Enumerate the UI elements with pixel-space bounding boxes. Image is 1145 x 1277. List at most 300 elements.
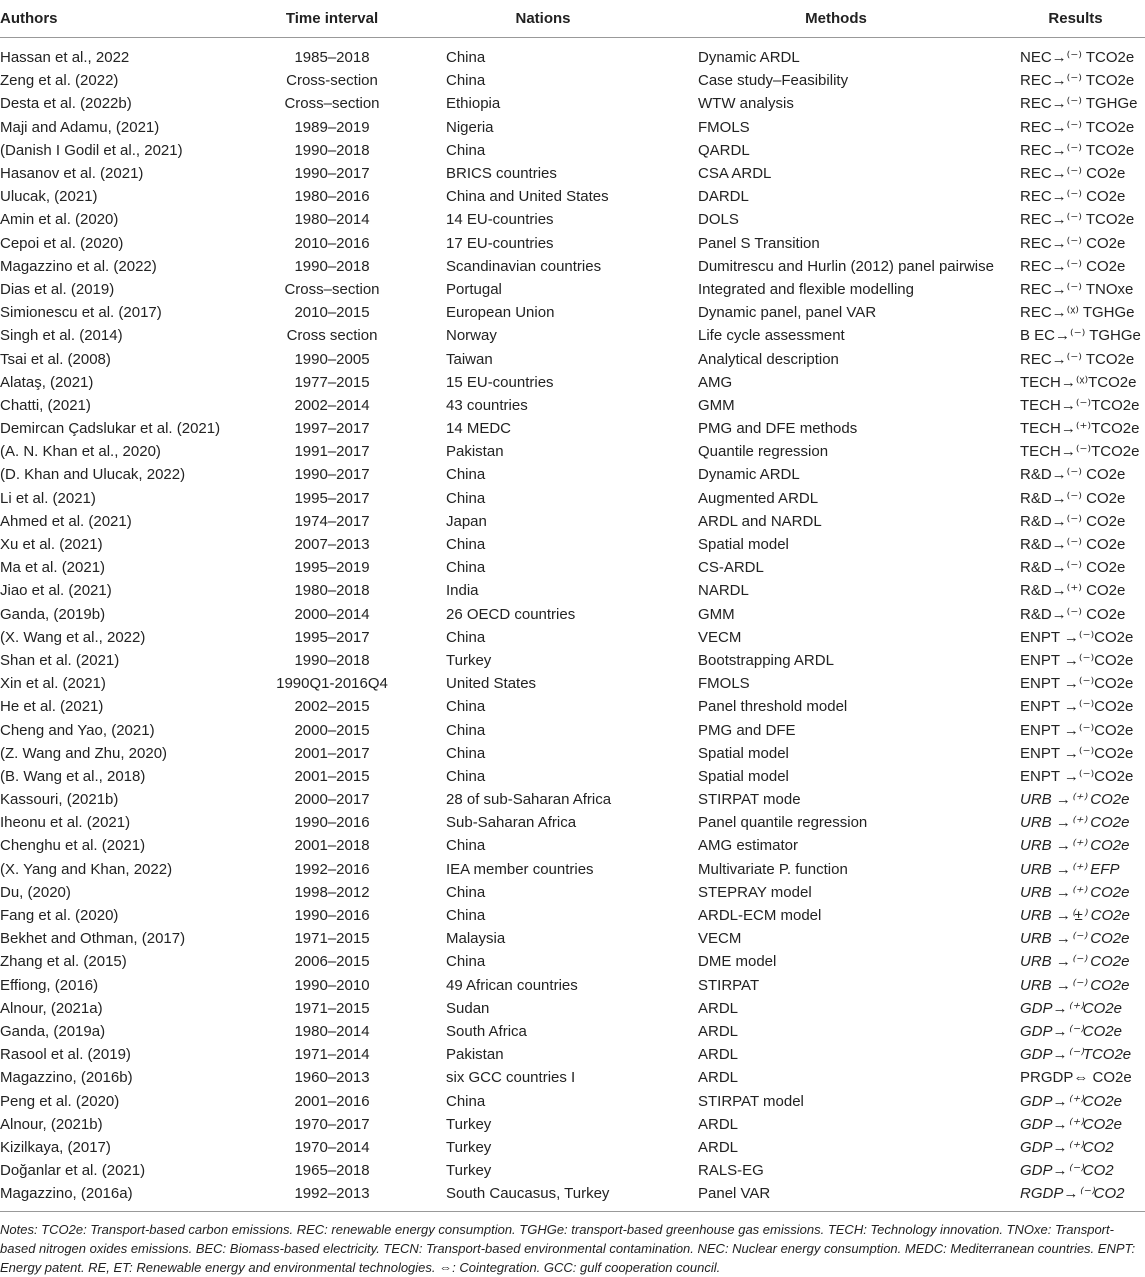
- cell-method: STEPRAY model: [698, 883, 812, 901]
- table-body: [0, 38, 1145, 1212]
- table-row: [0, 626, 1145, 649]
- cell-nation: Sub-Saharan Africa: [446, 814, 577, 832]
- table-row: [0, 92, 1145, 115]
- cell-time-interval: 2006–2015: [294, 953, 370, 971]
- table-row: [0, 371, 1145, 394]
- cell-nation: Turkey: [446, 651, 492, 669]
- cell-time-interval: 1971–2015: [294, 930, 370, 948]
- header-results: Results: [1006, 0, 1145, 38]
- cell-result: ENPT →⁽⁻⁾CO2e: [1020, 721, 1134, 739]
- cell-result: ENPT →⁽⁻⁾CO2e: [1020, 651, 1134, 669]
- cell-method: STIRPAT mode: [698, 791, 801, 809]
- table-row: [0, 278, 1145, 301]
- cell-method: ARDL: [698, 1022, 739, 1040]
- cell-nation: six GCC countries I: [446, 1069, 576, 1087]
- cell-nation: 14 EU-countries: [446, 211, 554, 229]
- cell-method: Augmented ARDL: [698, 489, 819, 507]
- cell-time-interval: 1980–2014: [294, 1022, 370, 1040]
- cell-time-interval: 2001–2015: [294, 767, 370, 785]
- cell-result: TECH→⁽⁻⁾TCO2e: [1020, 443, 1140, 461]
- cell-nation: China: [446, 837, 486, 855]
- cell-nation: Ethiopia: [446, 95, 501, 113]
- cell-author: (Z. Wang and Zhu, 2020): [0, 744, 168, 762]
- cell-result: REC→⁽⁻⁾ CO2e: [1020, 234, 1126, 252]
- cell-author: Amin et al. (2020): [0, 211, 119, 229]
- cell-time-interval: 1971–2015: [294, 999, 370, 1017]
- cell-nation: 28 of sub-Saharan Africa: [446, 791, 612, 809]
- cell-result: URB →⁽⁺⁾ CO2e: [1020, 883, 1130, 901]
- cell-author: Cepoi et al. (2020): [0, 234, 124, 252]
- cell-time-interval: 1974–2017: [294, 512, 370, 530]
- cell-author: Hassan et al., 2022: [0, 49, 130, 67]
- cell-result: ENPT →⁽⁻⁾CO2e: [1020, 675, 1134, 693]
- cell-author: Ganda, (2019b): [0, 605, 106, 623]
- cell-time-interval: 1990–2017: [294, 165, 370, 183]
- cell-time-interval: Cross section: [286, 327, 378, 345]
- table-row: [0, 765, 1145, 788]
- table-row: [0, 1043, 1145, 1066]
- cell-author: Kizilkaya, (2017): [0, 1138, 111, 1156]
- cell-result: REC→⁽⁻⁾ CO2e: [1020, 165, 1126, 183]
- table-row: [0, 950, 1145, 973]
- table-notes: Notes: TCO2e: Transport-based carbon emissions. REC: renewable energy consumption. TGHGe: transport-based greenhouse gas emissions. TECH: Technology innovation. TNOxe: Transport-based nitrogen oxides emissions. BEC: Biomass-based electricity. TECN: Transport-based environmental contamination. NEC: Nuclear energy consumption. MEDC: Mediterranean countries. ENPT: Energy patent. RE, ET: Renewable energy and environmental technologies. ⇔: Cointegration. GCC: gulf cooperation council.: [0, 1222, 1136, 1276]
- cell-method: GMM: [698, 605, 735, 623]
- cell-result: REC→⁽⁻⁾ TCO2e: [1020, 211, 1135, 229]
- table-row: [0, 997, 1145, 1020]
- cell-author: Magazzino, (2016b): [0, 1069, 133, 1087]
- cell-time-interval: 2010–2016: [294, 234, 370, 252]
- cell-result: R&D→⁽⁻⁾ CO2e: [1020, 489, 1126, 507]
- cell-author: Alnour, (2021b): [0, 1115, 103, 1133]
- cell-method: STIRPAT model: [698, 1092, 804, 1110]
- cell-time-interval: 1965–2018: [294, 1162, 370, 1180]
- cell-nation: China: [446, 767, 486, 785]
- table-row: [0, 603, 1145, 626]
- cell-nation: Malaysia: [446, 930, 506, 948]
- cell-result: ENPT →⁽⁻⁾CO2e: [1020, 628, 1134, 646]
- cell-nation: 43 countries: [446, 396, 528, 414]
- table-row: [0, 533, 1145, 556]
- table-row: [0, 255, 1145, 278]
- cell-time-interval: 1990–2018: [294, 141, 370, 159]
- cell-nation: 15 EU-countries: [446, 373, 554, 391]
- cell-method: ARDL: [698, 1046, 739, 1064]
- cell-result: REC→⁽⁻⁾ CO2e: [1020, 188, 1126, 206]
- cell-nation: China and United States: [446, 188, 609, 206]
- cell-author: (B. Wang et al., 2018): [0, 767, 146, 785]
- cell-author: Desta et al. (2022b): [0, 95, 132, 113]
- table-row: [0, 1182, 1145, 1212]
- cell-author: (Danish I Godil et al., 2021): [0, 141, 183, 159]
- cell-method: Quantile regression: [698, 443, 829, 461]
- table-row: [0, 974, 1145, 997]
- cell-result: REC→⁽ˣ⁾ TGHGe: [1020, 304, 1135, 322]
- cell-method: WTW analysis: [698, 95, 794, 113]
- table-row: [0, 788, 1145, 811]
- cell-nation: China: [446, 744, 486, 762]
- cell-author: Kassouri, (2021b): [0, 791, 119, 809]
- cell-nation: China: [446, 559, 486, 577]
- cell-author: (X. Yang and Khan, 2022): [0, 860, 173, 878]
- cell-time-interval: 2000–2015: [294, 721, 370, 739]
- table-row: [0, 232, 1145, 255]
- cell-nation: China: [446, 72, 486, 90]
- header-methods: Methods: [666, 0, 1006, 38]
- cell-author: Du, (2020): [0, 883, 71, 901]
- cell-author: Effiong, (2016): [0, 976, 99, 994]
- cell-nation: China: [446, 907, 486, 925]
- cell-nation: China: [446, 1092, 486, 1110]
- cell-author: Alnour, (2021a): [0, 999, 103, 1017]
- table-row: [0, 116, 1145, 139]
- cell-time-interval: 1990–2010: [294, 976, 370, 994]
- cell-nation: South Africa: [446, 1022, 527, 1040]
- cell-nation: Norway: [446, 327, 497, 345]
- cell-author: Cheng and Yao, (2021): [0, 721, 155, 739]
- cell-result: URB →⁽⁻⁾ CO2e: [1020, 976, 1130, 994]
- cell-time-interval: Cross–section: [284, 280, 380, 298]
- cell-result: TECH→⁽⁺⁾TCO2e: [1020, 420, 1140, 438]
- cell-author: Zeng et al. (2022): [0, 72, 119, 90]
- cell-nation: India: [446, 582, 479, 600]
- cell-author: Iheonu et al. (2021): [0, 814, 131, 832]
- cell-result: URB →⁽⁺⁾ CO2e: [1020, 791, 1130, 809]
- cell-author: Dias et al. (2019): [0, 280, 115, 298]
- cell-result: URB →⁽⁺⁾ EFP: [1020, 860, 1120, 878]
- cell-time-interval: 2001–2017: [294, 744, 370, 762]
- table-row: [0, 881, 1145, 904]
- table-row: [0, 1159, 1145, 1182]
- table-row: [0, 927, 1145, 950]
- cell-time-interval: 1995–2019: [294, 559, 370, 577]
- cell-method: Analytical description: [698, 350, 839, 368]
- cell-author: (A. N. Khan et al., 2020): [0, 443, 161, 461]
- cell-time-interval: 1980–2018: [294, 582, 370, 600]
- cell-time-interval: 1992–2013: [244, 1182, 420, 1212]
- cell-author: Magazzino et al. (2022): [0, 257, 157, 275]
- cell-nation: Japan: [446, 512, 487, 530]
- table-row: [0, 487, 1145, 510]
- cell-method: Panel quantile regression: [698, 814, 868, 832]
- table-row: [0, 463, 1145, 486]
- cell-method: Panel threshold model: [698, 698, 848, 716]
- cell-method: Life cycle assessment: [698, 327, 845, 345]
- cell-result: TECH→⁽ˣ⁾TCO2e: [1020, 373, 1137, 391]
- cell-result: GDP→⁽⁺⁾CO2: [1020, 1138, 1114, 1156]
- cell-author: Zhang et al. (2015): [0, 953, 127, 971]
- cell-method: QARDL: [698, 141, 750, 159]
- cell-author: Shan et al. (2021): [0, 651, 120, 669]
- cell-time-interval: 2001–2018: [294, 837, 370, 855]
- table-row: [0, 510, 1145, 533]
- cell-result: URB →⁽±⁾ CO2e: [1020, 907, 1130, 925]
- header-time-interval: Time interval: [244, 0, 420, 38]
- cell-method: Panel S Transition: [698, 234, 820, 252]
- table-row: [0, 1089, 1145, 1112]
- cell-result: RGDP→⁽⁻⁾CO2: [1006, 1182, 1145, 1212]
- table-row: [0, 394, 1145, 417]
- cell-author: Fang et al. (2020): [0, 907, 119, 925]
- cell-method: AMG: [698, 373, 733, 391]
- table-row: [0, 556, 1145, 579]
- table-row: [0, 834, 1145, 857]
- cell-method: DOLS: [698, 211, 739, 229]
- cell-author: Hasanov et al. (2021): [0, 165, 144, 183]
- table-row: [0, 718, 1145, 741]
- cell-result: R&D→⁽⁺⁾ CO2e: [1020, 582, 1126, 600]
- cell-time-interval: 1989–2019: [294, 118, 370, 136]
- cell-time-interval: 2001–2016: [294, 1092, 370, 1110]
- cell-result: REC→⁽⁻⁾ TCO2e: [1020, 118, 1135, 136]
- cell-time-interval: 1998–2012: [294, 883, 370, 901]
- cell-method: PMG and DFE methods: [698, 420, 858, 438]
- table-row: [0, 139, 1145, 162]
- cell-method: Spatial model: [698, 767, 789, 785]
- cell-result: ENPT →⁽⁻⁾CO2e: [1020, 698, 1134, 716]
- cell-method: DME model: [698, 953, 777, 971]
- cell-result: GDP→⁽⁺⁾CO2e: [1020, 999, 1122, 1017]
- table-row: [0, 208, 1145, 231]
- cell-nation: China: [446, 698, 486, 716]
- cell-method: CS-ARDL: [698, 559, 764, 577]
- cell-author: Singh et al. (2014): [0, 327, 123, 345]
- cell-method: AMG estimator: [698, 837, 799, 855]
- cell-nation: IEA member countries: [446, 860, 594, 878]
- table-row: [0, 742, 1145, 765]
- table-row: [0, 695, 1145, 718]
- cell-time-interval: Cross–section: [284, 95, 380, 113]
- cell-time-interval: 1990–2017: [294, 466, 370, 484]
- cell-result: R&D→⁽⁻⁾ CO2e: [1020, 605, 1126, 623]
- cell-method: VECM: [698, 930, 742, 948]
- cell-result: REC→⁽⁻⁾ TCO2e: [1020, 141, 1135, 159]
- cell-time-interval: 1990–2018: [294, 257, 370, 275]
- cell-nation: 49 African countries: [446, 976, 578, 994]
- cell-nation: Pakistan: [446, 1046, 504, 1064]
- cell-time-interval: 2002–2015: [294, 698, 370, 716]
- cell-method: Case study–Feasibility: [698, 72, 849, 90]
- cell-result: URB →⁽⁺⁾ CO2e: [1020, 814, 1130, 832]
- cell-method: Dumitrescu and Hurlin (2012) panel pairwise: [698, 257, 994, 275]
- cell-result: PRGDP⇔ CO2e: [1020, 1069, 1132, 1087]
- cell-nation: China: [446, 721, 486, 739]
- cell-result: B EC→⁽⁻⁾ TGHGe: [1020, 327, 1141, 345]
- cell-nation: Nigeria: [446, 118, 494, 136]
- cell-nation: China: [446, 141, 486, 159]
- cell-method: ARDL-ECM model: [698, 907, 822, 925]
- cell-author: Chatti, (2021): [0, 396, 91, 414]
- cell-author: Peng et al. (2020): [0, 1092, 120, 1110]
- cell-time-interval: 2000–2017: [294, 791, 370, 809]
- cell-time-interval: 1977–2015: [294, 373, 370, 391]
- cell-author: Ma et al. (2021): [0, 559, 106, 577]
- cell-nation: China: [446, 628, 486, 646]
- cell-author: Magazzino, (2016a): [0, 1182, 244, 1212]
- cell-nation: Turkey: [446, 1115, 492, 1133]
- cell-time-interval: 1980–2014: [294, 211, 370, 229]
- cell-nation: China: [446, 883, 486, 901]
- cell-result: REC→⁽⁻⁾ TCO2e: [1020, 350, 1135, 368]
- cell-time-interval: 1991–2017: [294, 443, 370, 461]
- cell-nation: Sudan: [446, 999, 490, 1017]
- cell-result: REC→⁽⁻⁾ CO2e: [1020, 257, 1126, 275]
- cell-author: Li et al. (2021): [0, 489, 96, 507]
- cell-author: Simionescu et al. (2017): [0, 304, 162, 322]
- cell-author: Xin et al. (2021): [0, 675, 106, 693]
- cell-nation: China: [446, 466, 486, 484]
- cell-method: CSA ARDL: [698, 165, 772, 183]
- cell-time-interval: 1990–2016: [294, 907, 370, 925]
- cell-time-interval: 1980–2016: [294, 188, 370, 206]
- cell-result: GDP→⁽⁺⁾CO2e: [1020, 1092, 1122, 1110]
- cell-time-interval: 1970–2014: [294, 1138, 370, 1156]
- cell-method: Multivariate P. function: [698, 860, 848, 878]
- header-authors: Authors: [0, 0, 244, 38]
- cell-result: GDP→⁽⁻⁾TCO2e: [1020, 1046, 1132, 1064]
- cell-time-interval: 1992–2016: [294, 860, 370, 878]
- cell-nation: China: [446, 536, 486, 554]
- cell-author: Doğanlar et al. (2021): [0, 1162, 146, 1180]
- cell-time-interval: 2002–2014: [294, 396, 370, 414]
- cell-nation: Portugal: [446, 280, 502, 298]
- cell-result: URB →⁽⁺⁾ CO2e: [1020, 837, 1130, 855]
- cell-time-interval: 1995–2017: [294, 628, 370, 646]
- table-row: [0, 185, 1145, 208]
- cell-time-interval: 2000–2014: [294, 605, 370, 623]
- cell-nation: South Caucasus, Turkey: [420, 1182, 666, 1212]
- cell-method: ARDL: [698, 1069, 739, 1087]
- cell-result: REC→⁽⁻⁾ TGHGe: [1020, 95, 1138, 113]
- table-row: [0, 904, 1145, 927]
- cell-method: Bootstrapping ARDL: [698, 651, 834, 669]
- cell-result: R&D→⁽⁻⁾ CO2e: [1020, 466, 1126, 484]
- cell-method: ARDL: [698, 1138, 739, 1156]
- table-row: [0, 38, 1145, 70]
- cell-author: Alataş, (2021): [0, 373, 94, 391]
- cell-method: Dynamic ARDL: [698, 49, 800, 67]
- table-row: [0, 1136, 1145, 1159]
- cell-result: REC→⁽⁻⁾ TNOxe: [1020, 280, 1134, 298]
- cell-author: Tsai et al. (2008): [0, 350, 111, 368]
- table-row: [0, 1113, 1145, 1136]
- table-row: [0, 649, 1145, 672]
- table-row: [0, 1020, 1145, 1043]
- cell-author: Demircan Çadslukar et al. (2021): [0, 420, 221, 438]
- cell-result: ENPT →⁽⁻⁾CO2e: [1020, 767, 1134, 785]
- cell-result: GDP→⁽⁺⁾CO2e: [1020, 1115, 1122, 1133]
- table-row: [0, 301, 1145, 324]
- cell-time-interval: 1990Q1-2016Q4: [276, 675, 388, 693]
- cell-nation: China: [446, 953, 486, 971]
- cell-time-interval: 2007–2013: [294, 536, 370, 554]
- cell-author: Ganda, (2019a): [0, 1022, 106, 1040]
- cell-method: FMOLS: [698, 118, 750, 136]
- cell-method: Panel VAR: [666, 1182, 1006, 1212]
- cell-nation: China: [446, 489, 486, 507]
- cell-author: Ahmed et al. (2021): [0, 512, 132, 530]
- cell-result: R&D→⁽⁻⁾ CO2e: [1020, 512, 1126, 530]
- cell-method: ARDL and NARDL: [698, 512, 822, 530]
- cell-time-interval: 1990–2005: [294, 350, 370, 368]
- cell-result: URB →⁽⁻⁾ CO2e: [1020, 953, 1130, 971]
- cell-author: (X. Wang et al., 2022): [0, 628, 146, 646]
- cell-time-interval: 1990–2016: [294, 814, 370, 832]
- cell-result: R&D→⁽⁻⁾ CO2e: [1020, 536, 1126, 554]
- cell-author: Maji and Adamu, (2021): [0, 118, 160, 136]
- cell-method: ARDL: [698, 999, 739, 1017]
- table-row: [0, 417, 1145, 440]
- table-row: [0, 440, 1145, 463]
- table-row: [0, 579, 1145, 602]
- table-row: [0, 858, 1145, 881]
- table-row: [0, 347, 1145, 370]
- cell-author: Xu et al. (2021): [0, 536, 103, 554]
- cell-method: Dynamic panel, panel VAR: [698, 304, 877, 322]
- cell-nation: Turkey: [446, 1138, 492, 1156]
- table-row: [0, 69, 1145, 92]
- cell-result: REC→⁽⁻⁾ TCO2e: [1020, 72, 1135, 90]
- cell-time-interval: 1970–2017: [294, 1115, 370, 1133]
- cell-method: PMG and DFE: [698, 721, 796, 739]
- table-row: [0, 672, 1145, 695]
- table-header: [0, 0, 1145, 38]
- cell-nation: Turkey: [446, 1162, 492, 1180]
- cell-method: ARDL: [698, 1115, 739, 1133]
- cell-method: FMOLS: [698, 675, 750, 693]
- cell-result: GDP→⁽⁻⁾CO2: [1020, 1162, 1114, 1180]
- cell-time-interval: 1960–2013: [294, 1069, 370, 1087]
- cell-nation: European Union: [446, 304, 555, 322]
- cell-method: VECM: [698, 628, 742, 646]
- cell-result: ENPT →⁽⁻⁾CO2e: [1020, 744, 1134, 762]
- cell-time-interval: Cross-section: [286, 72, 378, 90]
- cell-method: STIRPAT: [698, 976, 760, 994]
- table-row: [0, 324, 1145, 347]
- cell-nation: 26 OECD countries: [446, 605, 576, 623]
- header-nations: Nations: [420, 0, 666, 38]
- cell-method: DARDL: [698, 188, 749, 206]
- cell-time-interval: 1997–2017: [294, 420, 370, 438]
- cell-author: Bekhet and Othman, (2017): [0, 930, 186, 948]
- table-row: [0, 811, 1145, 834]
- cell-nation: 14 MEDC: [446, 420, 512, 438]
- cell-time-interval: 2010–2015: [294, 304, 370, 322]
- cell-author: Rasool et al. (2019): [0, 1046, 131, 1064]
- cell-method: Dynamic ARDL: [698, 466, 800, 484]
- cell-time-interval: 1995–2017: [294, 489, 370, 507]
- cell-result: R&D→⁽⁻⁾ CO2e: [1020, 559, 1126, 577]
- cell-result: GDP→⁽⁻⁾CO2e: [1020, 1022, 1122, 1040]
- cell-nation: 17 EU-countries: [446, 234, 554, 252]
- cell-result: NEC→⁽⁻⁾ TCO2e: [1020, 49, 1135, 67]
- cell-result: URB →⁽⁻⁾ CO2e: [1020, 930, 1130, 948]
- cell-method: NARDL: [698, 582, 749, 600]
- cell-nation: Taiwan: [446, 350, 493, 368]
- cell-nation: China: [446, 49, 486, 67]
- cell-author: Chenghu et al. (2021): [0, 837, 146, 855]
- cell-nation: United States: [446, 675, 537, 693]
- cell-method: Spatial model: [698, 536, 789, 554]
- cell-method: RALS-EG: [698, 1162, 764, 1180]
- cell-method: Spatial model: [698, 744, 789, 762]
- cell-result: TECH→⁽⁻⁾TCO2e: [1020, 396, 1140, 414]
- cell-author: Ulucak, (2021): [0, 188, 98, 206]
- cell-nation: Pakistan: [446, 443, 504, 461]
- cell-author: Jiao et al. (2021): [0, 582, 112, 600]
- cell-author: He et al. (2021): [0, 698, 104, 716]
- cell-nation: Scandinavian countries: [446, 257, 602, 275]
- cell-time-interval: 1971–2014: [294, 1046, 370, 1064]
